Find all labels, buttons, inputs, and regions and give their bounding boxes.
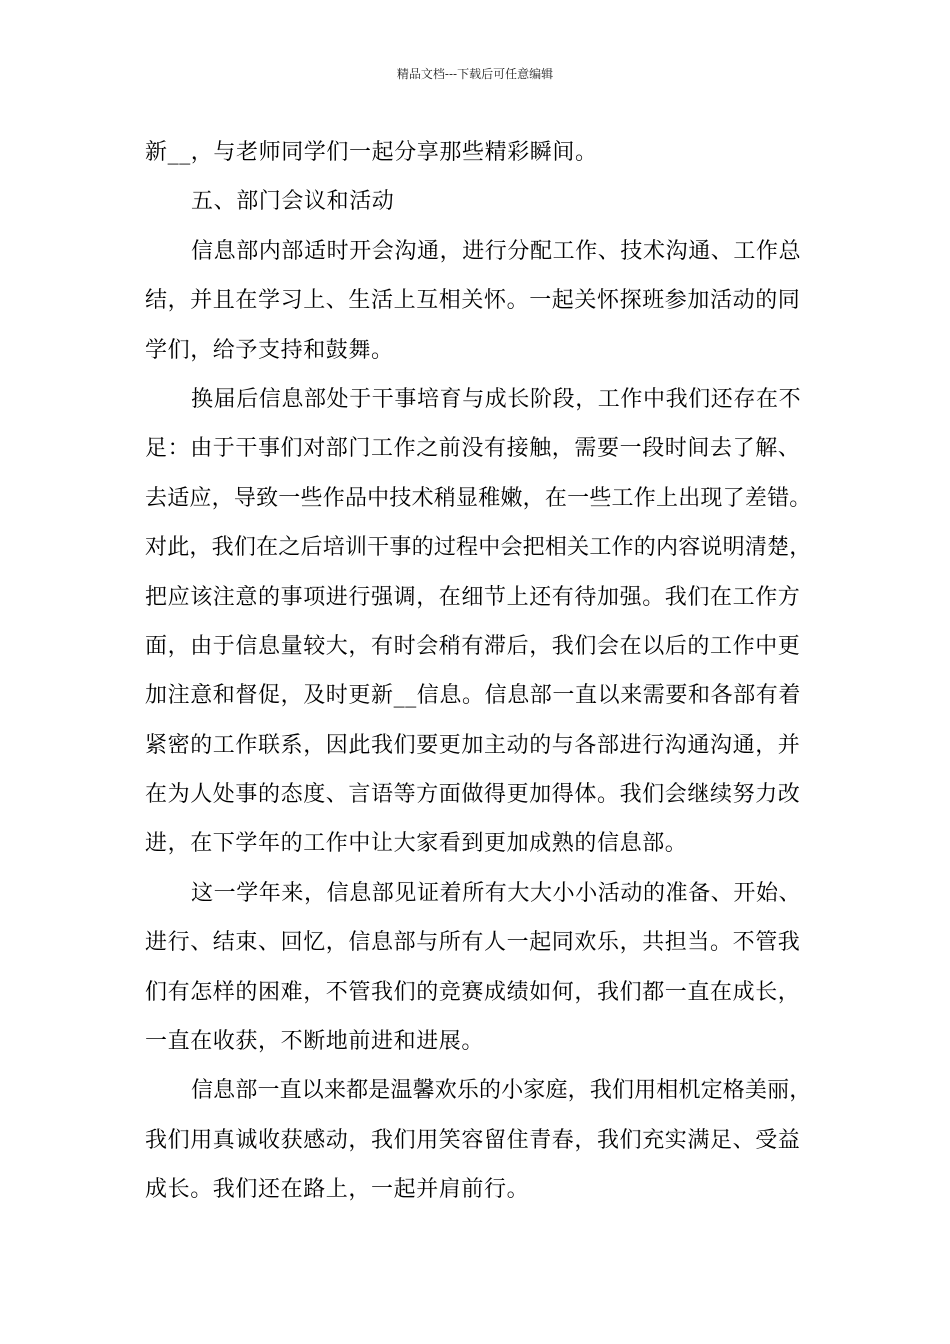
paragraph-first-line: 信息部一直以来都是温馨欢乐的小家庭，我们用相机定格美丽， [191, 1078, 812, 1104]
paragraph-line: 学们，给予支持和鼓舞。 [145, 337, 394, 363]
paragraph-first-line: 五、部门会议和活动 [191, 189, 395, 215]
paragraph-line: 进行、结束、回忆，信息部与所有人一起同欢乐，共担当。不管我 [145, 930, 801, 956]
paragraph-line: 足：由于干事们对部门工作之前没有接触，需要一段时间去了解、 [145, 436, 801, 462]
paragraph-line: 我们用真诚收获感动，我们用笑容留住青春，我们充实满足、受益 [145, 1127, 801, 1153]
paragraph-first-line: 这一学年来，信息部见证着所有大大小小活动的准备、开始、 [191, 880, 802, 906]
paragraph-line: 加注意和督促，及时更新__信息。信息部一直以来需要和各部有着 [145, 683, 802, 709]
paragraph-line: 进，在下学年的工作中让大家看到更加成熟的信息部。 [145, 831, 688, 857]
paragraph-first-line: 换届后信息部处于干事培育与成长阶段，工作中我们还存在不 [191, 386, 802, 412]
paragraph-line: 们有怎样的困难，不管我们的竞赛成绩如何，我们都一直在成长， [145, 979, 801, 1005]
paragraph-line: 去适应，导致一些作品中技术稍显稚嫩，在一些工作上出现了差错。 [145, 485, 812, 511]
page-header: 精品文档---下载后可任意编辑 [396, 67, 554, 81]
paragraph-line: 把应该注意的事项进行强调，在细节上还有待加强。我们在工作方 [145, 584, 801, 610]
paragraph-first-line: 信息部内部适时开会沟通，进行分配工作、技术沟通、工作总 [191, 238, 802, 264]
document-body [145, 128, 813, 1215]
paragraph-line: 对此，我们在之后培训干事的过程中会把相关工作的内容说明清楚， [145, 535, 812, 561]
paragraph-line: 面，由于信息量较大，有时会稍有滞后，我们会在以后的工作中更 [145, 633, 801, 659]
paragraph-line: 在为人处事的态度、言语等方面做得更加得体。我们会继续努力改 [145, 782, 801, 808]
paragraph-line: 新__，与老师同学们一起分享那些精彩瞬间。 [145, 140, 598, 165]
paragraph-line: 紧密的工作联系，因此我们要更加主动的与各部进行沟通沟通，并 [145, 732, 801, 758]
paragraph-line: 一直在收获，不断地前进和进展。 [145, 1029, 485, 1055]
paragraph-line: 成长。我们还在路上，一起并肩前行。 [145, 1177, 530, 1203]
paragraph-line: 结，并且在学习上、生活上互相关怀。一起关怀探班参加活动的同 [145, 288, 801, 314]
